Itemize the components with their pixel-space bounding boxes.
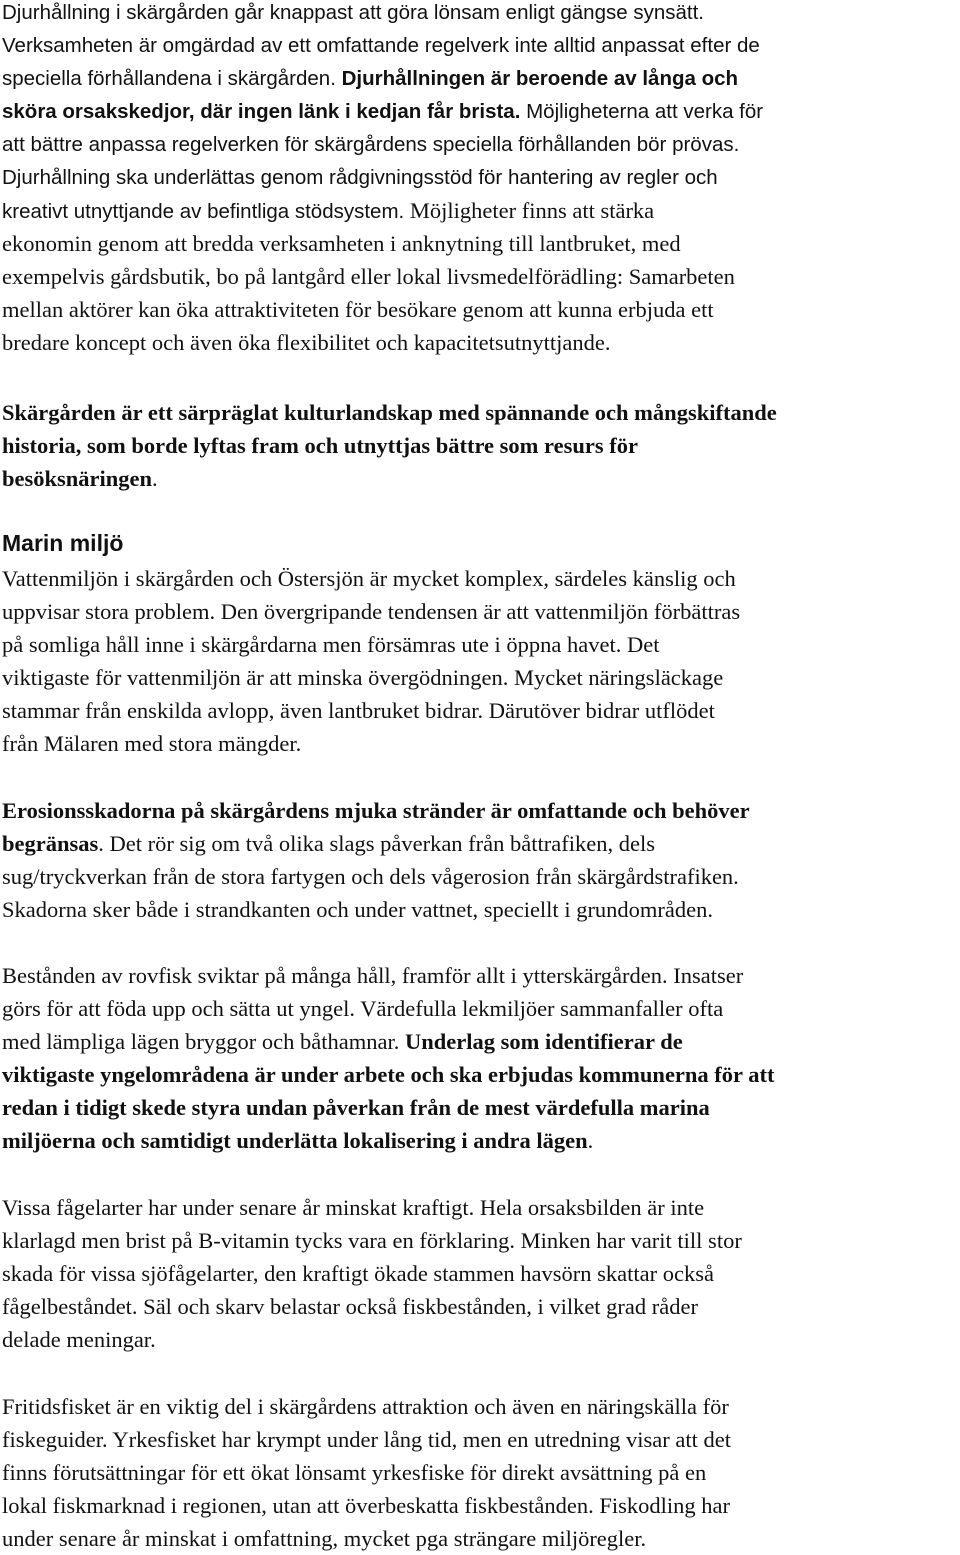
text-line <box>2 62 738 95</box>
text-line: ekonomin genom att bredda verksamheten i anknytning till lantbruket, med <box>2 231 681 256</box>
section-heading: Marin miljö <box>2 530 124 556</box>
text-line <box>2 95 763 128</box>
text-line: Skärgården är ett särpräglat kulturlandskap med spännande och mångskiftande <box>2 400 777 425</box>
text-line: görs för att föda upp och sätta ut yngel. Värdefulla lekmiljöer sammanfaller ofta <box>2 996 724 1021</box>
text-line: delade meningar. <box>2 1327 156 1352</box>
text-line: stammar från enskilda avlopp, även lantbruket bidrar. Därutöver bidrar utflödet <box>2 698 715 723</box>
text-line: uppvisar stora problem. Den övergripande tendensen är att vattenmiljön förbättras <box>2 599 741 624</box>
text-line: Skadorna sker både i strandkanten och under vattnet, speciellt i grundområden. <box>2 897 714 922</box>
text-line: Vissa fågelarter har under senare år minskat kraftigt. Hela orsaksbilden är inte <box>2 1195 705 1220</box>
text-line <box>2 194 654 228</box>
text-line: Bestånden av rovfisk sviktar på många håll, framför allt i ytterskärgården. Insatser <box>2 963 744 988</box>
text-line: lokal fiskmarknad i regionen, utan att överbeskatta fiskbestånden. Fiskodling har <box>2 1493 730 1518</box>
text-line <box>2 1025 683 1058</box>
text-line: sug/tryckverkan från de stora fartygen och dels vågerosion från skärgårdstrafiken. <box>2 864 739 889</box>
text-line: viktigaste yngelområdena är under arbete och ska erbjudas kommunerna för att <box>2 1062 775 1087</box>
text-line: mellan aktörer kan öka attraktiviteten för besökare genom att kunna erbjuda ett <box>2 297 714 322</box>
text-line: skada för vissa sjöfågelarter, den kraftigt ökade stammen havsörn skattar också <box>2 1261 714 1286</box>
text-line: finns förutsättningar för ett ökat lönsamt yrkesfiske för direkt avsättning på en <box>2 1460 707 1485</box>
text-line: från Mälaren med stora mängder. <box>2 731 302 756</box>
text-line: klarlagd men brist på B-vitamin tycks vara en förklaring. Minken har varit till stor <box>2 1228 742 1253</box>
text-line: historia, som borde lyftas fram och utnyttjas bättre som resurs för <box>2 433 638 458</box>
text-run: . <box>587 1128 594 1153</box>
text-line: Erosionsskadorna på skärgårdens mjuka stränder är omfattande och behöver <box>2 798 750 823</box>
text-line: att bättre anpassa regelverken för skärgårdens speciella förhållanden bör prövas. <box>2 133 740 156</box>
text-run: Möjligheterna att verka för <box>520 100 764 123</box>
text-line <box>2 827 655 860</box>
text-line <box>2 462 158 495</box>
emphasis-run: Djurhållningen är beroende av långa och <box>341 67 739 90</box>
text-line: fågelbeståndet. Säl och skarv belastar också fiskbestånden, i vilket grad råder <box>2 1294 698 1319</box>
text-line: viktigaste för vattenmiljön är att minska övergödningen. Mycket näringsläckage <box>2 665 724 690</box>
text-line: Djurhållning ska underlättas genom rådgivningsstöd för hantering av regler och <box>2 166 718 189</box>
text-line: exempelvis gårdsbutik, bo på lantgård eller lokal livsmedelförädling: Samarbeten <box>2 264 735 289</box>
text-run: . <box>152 466 158 491</box>
text-run: speciella förhållandena i skärgården. <box>2 67 342 90</box>
emphasis-run: sköra orsakskedjor, där ingen länk i kedjan får brista. <box>2 100 521 123</box>
text-run: . Det rör sig om två olika slags påverkan från båttrafiken, dels <box>98 831 655 856</box>
text-run: Möjligheter finns att stärka <box>404 198 655 223</box>
emphasis-run: begränsas <box>2 831 99 856</box>
text-line <box>2 1124 593 1157</box>
text-line: redan i tidigt skede styra undan påverkan från de mest värdefulla marina <box>2 1095 710 1120</box>
emphasis-run: besöksnäringen <box>2 466 153 491</box>
text-line: Fritidsfisket är en viktig del i skärgårdens attraktion och även en näringskälla för <box>2 1394 729 1419</box>
text-line: under senare år minskat i omfattning, mycket pga strängare miljöregler. <box>2 1526 647 1551</box>
text-run: kreativt utnyttjande av befintliga stödsystem. <box>2 200 405 223</box>
text-line: Verksamheten är omgärdad av ett omfattande regelverk inte alltid anpassat efter de <box>2 34 760 57</box>
text-line: på somliga håll inne i skärgårdarna men försämras ute i öppna havet. Det <box>2 632 660 657</box>
text-line: fiskeguider. Yrkesfisket har krympt under lång tid, men en utredning visar att det <box>2 1427 731 1452</box>
text-line: bredare koncept och även öka flexibilitet och kapacitetsutnyttjande. <box>2 330 611 355</box>
emphasis-run: miljöerna och samtidigt underlätta lokalisering i andra lägen <box>2 1128 588 1153</box>
text-line: Vattenmiljön i skärgården och Östersjön är mycket komplex, särdeles känslig och <box>2 566 736 591</box>
text-run: med lämpliga lägen bryggor och båthamnar. <box>2 1029 406 1054</box>
text-line: Djurhållning i skärgården går knappast att göra lönsam enligt gängse synsätt. <box>2 1 704 24</box>
emphasis-run: Underlag som identifierar de <box>405 1029 683 1054</box>
